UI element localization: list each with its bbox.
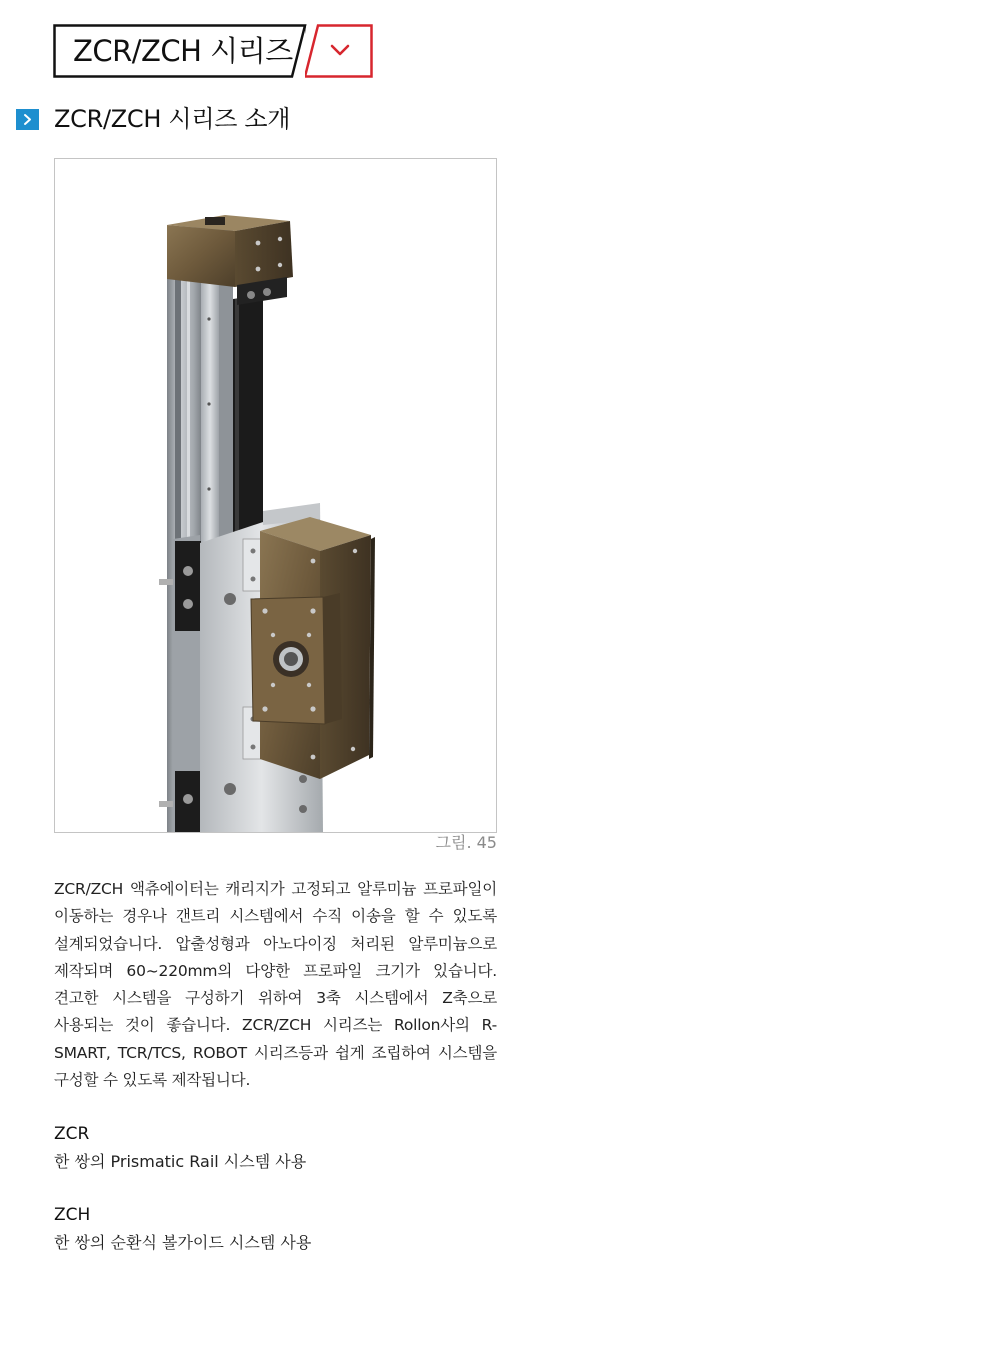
description-paragraph: ZCR/ZCH 액츄에이터는 캐리지가 고정되고 알루미늄 프로파일이 이동하는 경우나 갠트리 시스템에서 수직 이송을 할 수 있도록 설계되었습니다. 압출성형과 아노다이징 처리된 알루미늄으로 제작되며 60~220mm의 다양한 프로파일 크기가 있습니다. 견고한 시스템을 구성하기 위하여 3축 시스템에서 Z축으로 사용되는 것이 좋습니다. ZCR/ZCH 시리즈는 Rollon사의 R-SMART, TCR/TCS, ROBOT 시리즈등과 쉽게 조립하여 시스템을 구성할 수 있도록 제작됩니다.: [54, 880, 497, 1090]
variant-description: 한 쌍의 순환식 볼가이드 시스템 사용: [54, 1233, 312, 1252]
variant-description: 한 쌍의 Prismatic Rail 시스템 사용: [54, 1152, 307, 1171]
section-title: ZCR/ZCH 시리즈 소개: [54, 105, 291, 133]
chevron-down-icon: [305, 24, 373, 78]
series-title: ZCR/ZCH 시리즈: [73, 34, 293, 68]
variant-name: ZCH: [54, 1205, 91, 1225]
series-dropdown-button[interactable]: [305, 24, 373, 78]
actuator-illustration: [55, 159, 496, 832]
series-header: [53, 24, 373, 78]
figure-caption: 그림. 45: [435, 833, 497, 852]
variant-name: ZCR: [54, 1124, 90, 1144]
chevron-right-icon: [16, 109, 39, 130]
product-figure: [54, 158, 497, 833]
variant-zcr: [54, 1121, 514, 1175]
variant-zch: [54, 1202, 514, 1256]
